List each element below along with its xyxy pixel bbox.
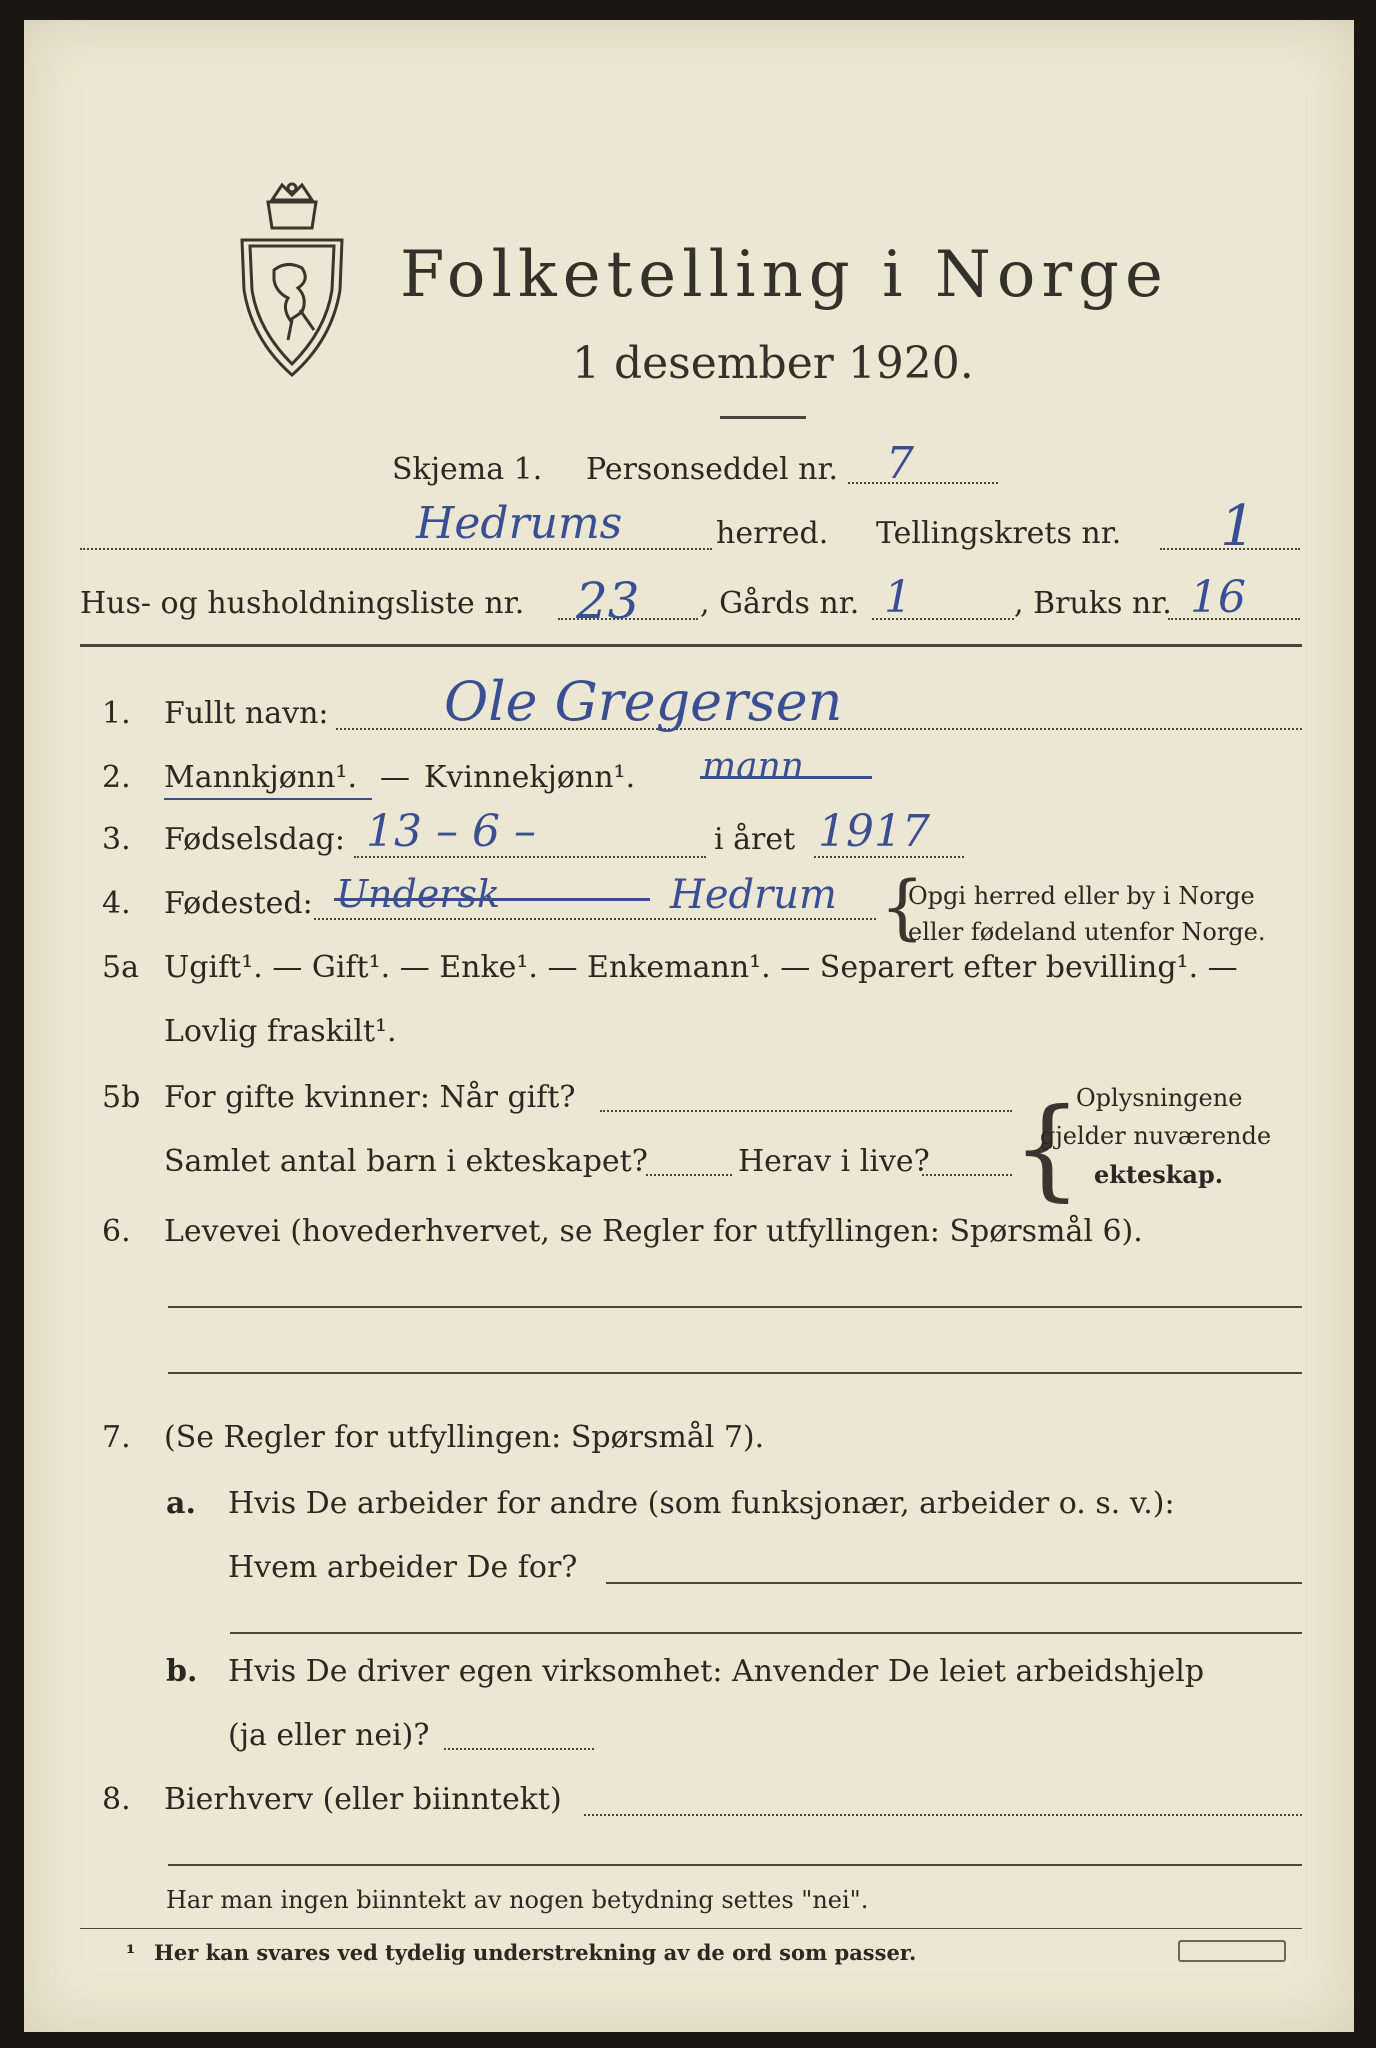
- q7a-line2: Hvem arbeider De for?: [228, 1550, 578, 1585]
- q4-note-brace: {: [880, 866, 925, 948]
- q7b-answer-line: [444, 1748, 594, 1750]
- tellingskrets-label: Tellingskrets nr.: [876, 516, 1122, 551]
- q4-struck-line: [334, 898, 650, 901]
- q3-number: 3.: [102, 822, 131, 857]
- title-divider: [720, 416, 806, 419]
- q5b-note-brace: {: [1012, 1084, 1082, 1212]
- q5b-alive-field-line: [922, 1174, 1012, 1176]
- q2-value: mann: [702, 746, 804, 787]
- q5b-label-alive: Herav i live?: [738, 1144, 930, 1179]
- schema-label: Skjema 1.: [392, 452, 543, 487]
- norway-coat-of-arms-icon: [232, 180, 352, 380]
- q7a-line1: Hvis De arbeider for andre (som funksjonær, arbeider o. s. v.):: [228, 1486, 1175, 1521]
- personseddel-label: Personseddel nr.: [586, 452, 839, 487]
- q4-value: Hedrum: [670, 872, 837, 918]
- q8-number: 8.: [102, 1782, 131, 1817]
- herred-value: Hedrums: [416, 498, 623, 549]
- q4-struck-value: Undersk: [336, 872, 501, 916]
- q5a-line1: Ugift¹. — Gift¹. — Enke¹. — Enkemann¹. — Separert efter bevilling¹. —: [164, 950, 1238, 985]
- q5b-children-field-line: [646, 1174, 732, 1176]
- census-date: 1 desember 1920.: [572, 338, 974, 389]
- tellingskrets-value: 1: [1220, 494, 1256, 559]
- q8-answer-line: [168, 1864, 1302, 1866]
- q2-separator: —: [380, 760, 410, 795]
- q5b-number: 5b: [102, 1080, 141, 1115]
- q2-value-strike: [700, 776, 872, 779]
- herred-label: herred.: [716, 516, 829, 551]
- q7-label: (Se Regler for utfyllingen: Spørsmål 7).: [164, 1420, 765, 1455]
- q4-label: Fødested:: [164, 886, 313, 921]
- q5a-number: 5a: [102, 950, 139, 985]
- q2-female-option: Kvinnekjønn¹.: [424, 760, 636, 795]
- q5a-line2: Lovlig fraskilt¹.: [164, 1014, 397, 1049]
- q8-field-line: [584, 1814, 1302, 1816]
- footnote-text: Her kan svares ved tydelig understrekning av de ord som passer.: [154, 1940, 917, 1965]
- header-divider: [80, 644, 1302, 647]
- q5b-label-married: For gifte kvinner: Når gift?: [164, 1080, 576, 1115]
- q6-answer-line1: [168, 1306, 1302, 1308]
- q4-note-line2: eller fødeland utenfor Norge.: [908, 918, 1266, 946]
- bruks-label: , Bruks nr.: [1014, 586, 1172, 621]
- q7-number: 7.: [102, 1420, 131, 1455]
- q3-year-label: i året: [714, 822, 796, 857]
- q1-number: 1.: [102, 696, 131, 731]
- q5b-label-children: Samlet antal barn i ekteskapet?: [164, 1144, 648, 1179]
- q7b-line1: Hvis De driver egen virksomhet: Anvender De leiet arbeidshjelp: [228, 1654, 1205, 1689]
- q7a-letter: a.: [166, 1486, 196, 1521]
- printer-stamp-icon: [1178, 1940, 1286, 1962]
- q6-answer-line2: [168, 1372, 1302, 1374]
- q3-day-value: 13 – 6 –: [366, 806, 536, 857]
- q7b-letter: b.: [166, 1654, 198, 1689]
- q2-male-underline: [164, 798, 372, 800]
- q7a-answer-line1: [606, 1582, 1302, 1584]
- q2-number: 2.: [102, 760, 131, 795]
- census-form-page: [24, 20, 1354, 2032]
- footnote-mark: ¹: [126, 1940, 136, 1965]
- husholdningsliste-value: 23: [576, 572, 640, 630]
- q3-year-value: 1917: [818, 806, 930, 857]
- q4-number: 4.: [102, 886, 131, 921]
- q7a-answer-line2: [230, 1632, 1302, 1634]
- bruks-value: 16: [1190, 572, 1246, 623]
- q2-male-option: Mannkjønn¹.: [164, 760, 357, 795]
- gards-value: 1: [884, 572, 912, 623]
- q3-label: Fødselsdag:: [164, 822, 345, 857]
- q8-label: Bierhverv (eller biinntekt): [164, 1782, 562, 1817]
- q1-label: Fullt navn:: [164, 696, 329, 731]
- q4-field-line: [314, 918, 876, 920]
- q5b-note-line1: Oplysningene: [1076, 1084, 1243, 1112]
- q8-note: Har man ingen biinntekt av nogen betydning settes "nei".: [166, 1886, 869, 1914]
- form-title: Folketelling i Norge: [400, 238, 1169, 312]
- q5b-married-field-line: [600, 1110, 1012, 1112]
- q4-note-line1: Opgi herred eller by i Norge: [908, 882, 1255, 910]
- q5b-note-line2: gjelder nuværende: [1040, 1122, 1272, 1150]
- gards-label: , Gårds nr.: [700, 586, 860, 621]
- personseddel-value: 7: [886, 438, 914, 489]
- q1-value: Ole Gregersen: [444, 670, 843, 733]
- q5b-note-line3: ekteskap.: [1094, 1160, 1224, 1189]
- q6-label: Levevei (hovederhvervet, se Regler for utfyllingen: Spørsmål 6).: [164, 1214, 1143, 1249]
- husholdningsliste-label: Hus- og husholdningsliste nr.: [80, 586, 525, 621]
- q7b-line2: (ja eller nei)?: [228, 1718, 430, 1753]
- footnote-divider: [80, 1928, 1302, 1929]
- q6-number: 6.: [102, 1214, 131, 1249]
- personseddel-field-line: [848, 482, 998, 484]
